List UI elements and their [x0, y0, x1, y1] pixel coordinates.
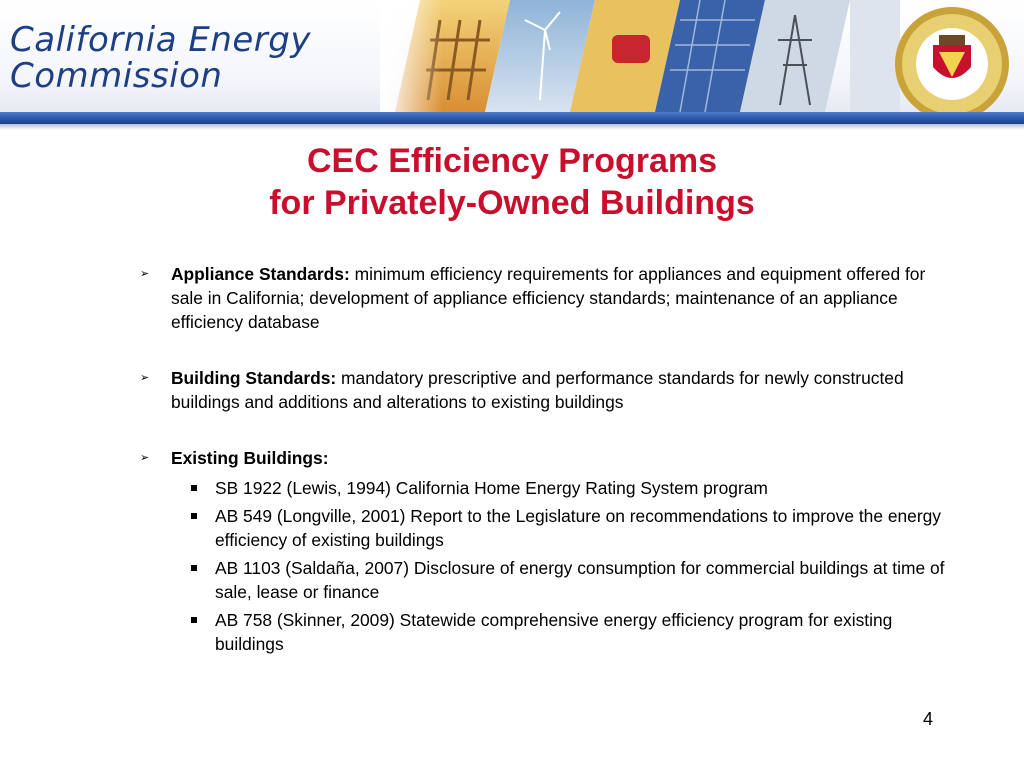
bullet-text: mandatory prescriptive and performance standards for newly constructed buildings and additions and alterations to existing buildings: [171, 368, 904, 412]
sub-bullet-ab549: [138, 504, 948, 552]
header-divider: [0, 112, 1024, 124]
bullet-label: Existing Buildings:: [171, 448, 329, 468]
slide-title-line-2: for Privately-Owned Buildings: [269, 184, 755, 222]
bullet-text: minimum efficiency requirements for appliances and equipment offered for sale in California; development of appliance efficiency standards; maintenance of an appliance efficiency database: [171, 264, 926, 332]
bullet-building-standards: [138, 366, 948, 414]
bullet-label: Building Standards:: [171, 368, 337, 388]
slide-title-line-1: CEC Efficiency Programs: [306, 142, 718, 180]
cec-logo: [10, 22, 311, 94]
square-bullet-icon: [191, 513, 197, 519]
bullet-label: Appliance Standards:: [171, 264, 350, 284]
page-number: 4: [923, 709, 934, 729]
header-divider-shadow: [0, 124, 1024, 130]
slide-content: [138, 262, 948, 656]
logo-line-1: California Energy: [10, 20, 311, 60]
sub-bullet-sb1922: [138, 476, 948, 500]
bullet-appliance-standards: [138, 262, 948, 334]
square-bullet-icon: [191, 617, 197, 623]
sub-bullet-text: AB 758 (Skinner, 2009) Statewide comprehensive energy efficiency program for existing buildings: [215, 610, 893, 654]
state-seal-icon: [893, 5, 1011, 112]
square-bullet-icon: [191, 565, 197, 571]
arrow-bullet-icon: ➢: [140, 452, 150, 464]
sub-bullet-ab758: [138, 608, 948, 656]
slide-header: [0, 0, 1024, 112]
sub-bullet-text: AB 549 (Longville, 2001) Report to the Legislature on recommendations to improve the energy efficiency of existing buildings: [215, 506, 941, 550]
header-photo-strip: [380, 0, 900, 112]
bullet-existing-buildings: [138, 446, 948, 470]
logo-line-2: Commission: [10, 56, 223, 96]
sub-bullet-ab1103: [138, 556, 948, 604]
sub-bullet-text: AB 1103 (Saldaña, 2007) Disclosure of energy consumption for commercial buildings at time of sale, lease or finance: [215, 558, 945, 602]
arrow-bullet-icon: ➢: [140, 268, 150, 280]
slide-title: [0, 140, 1024, 224]
square-bullet-icon: [191, 485, 197, 491]
arrow-bullet-icon: ➢: [140, 372, 150, 384]
sub-bullet-text: SB 1922 (Lewis, 1994) California Home Energy Rating System program: [215, 478, 768, 498]
